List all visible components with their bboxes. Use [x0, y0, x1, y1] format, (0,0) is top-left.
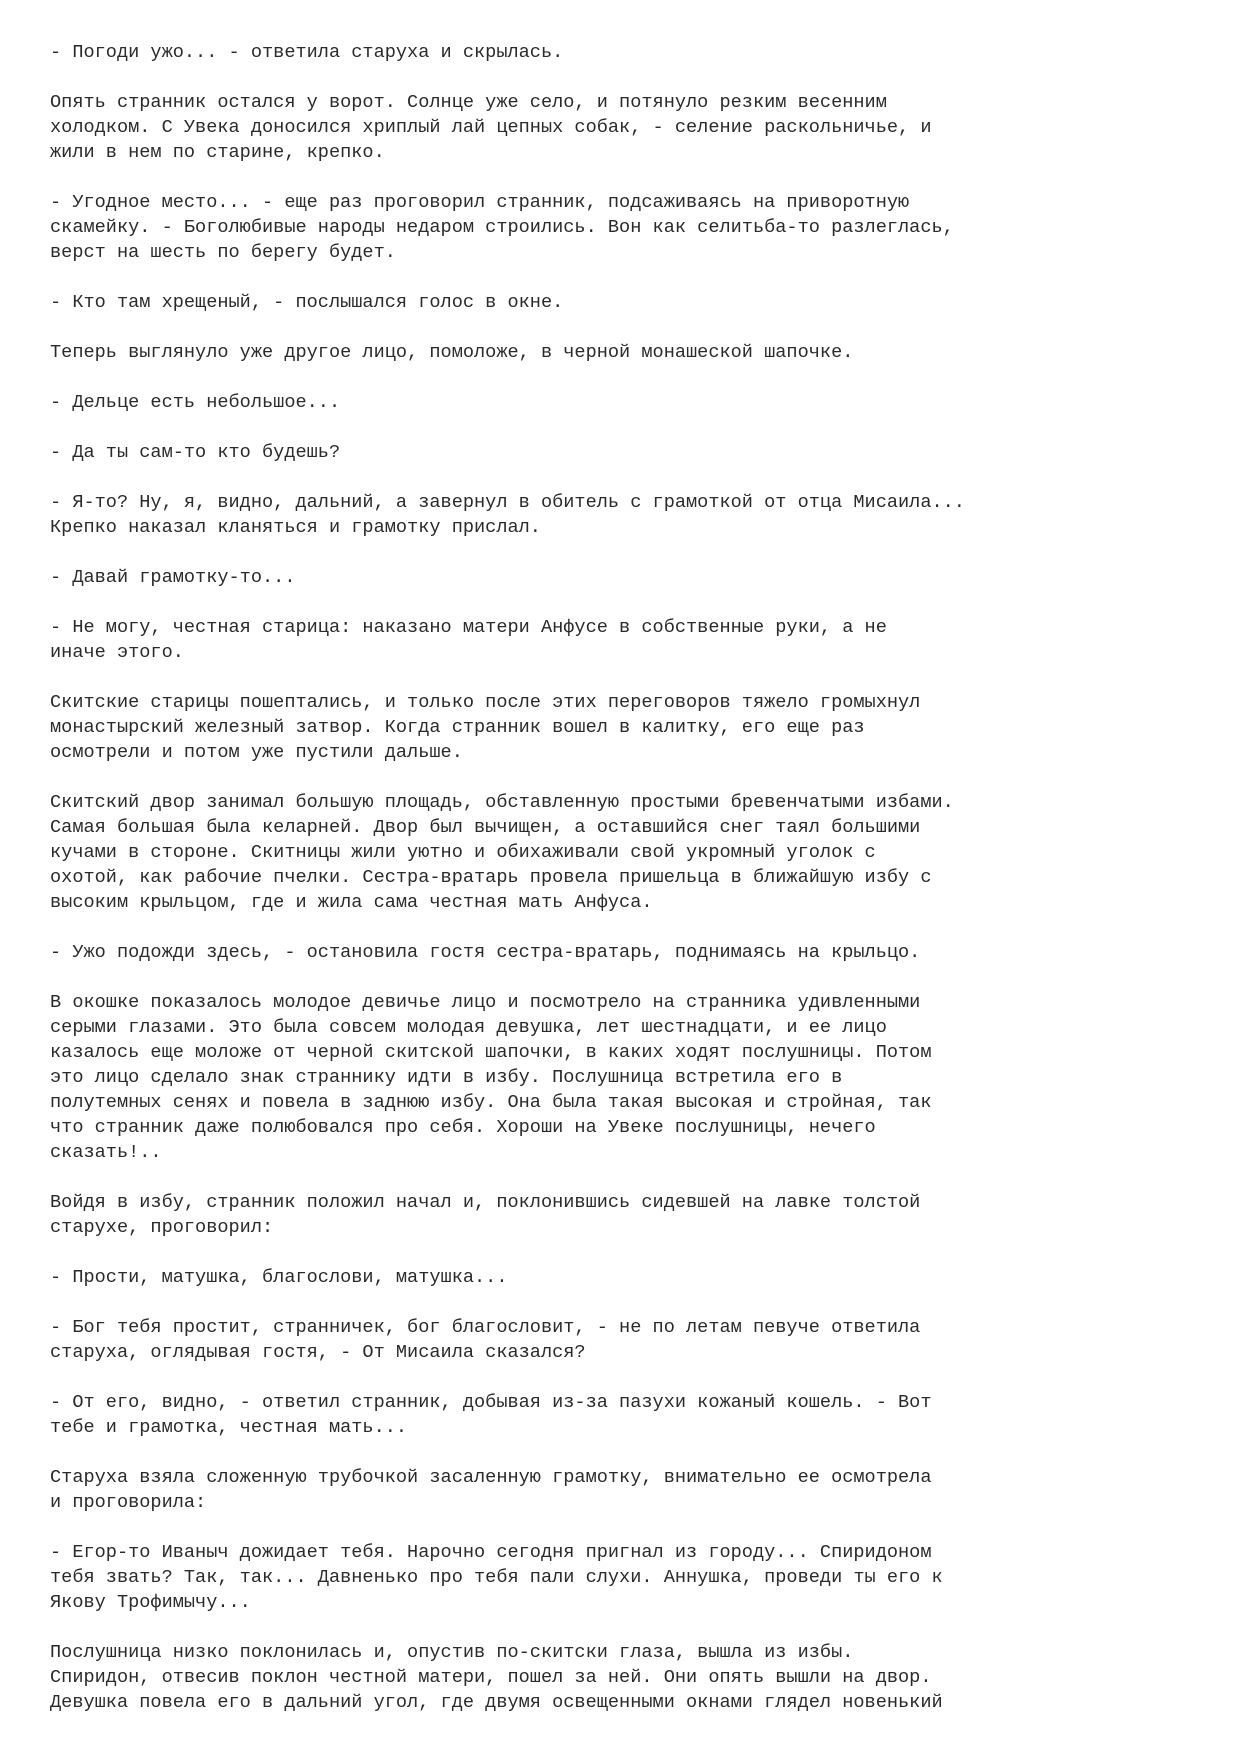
paragraph: Послушница низко поклонилась и, опустив по-скитски глаза, вышла из избы. Спиридон, отвесив поклон честной матери, пошел за ней. Они опять вышли на двор. Девушка повела его в дальний угол, где двумя освещенными окнами глядел новенький: [50, 1642, 943, 1713]
paragraph: - Ужо подожди здесь, - остановила гостя сестра-вратарь, поднимаясь на крыльцо.: [50, 942, 921, 963]
document-page: [50, 40, 1190, 1740]
paragraph: - Прости, матушка, благослови, матушка...: [50, 1267, 508, 1288]
paragraph: - Угодное место... - еще раз проговорил странник, подсаживаясь на приворотную скамейку. - Боголюбивые народы недаром строились. Вон как селитьба-то разлеглась, верст на шесть по берегу будет.: [50, 192, 954, 263]
paragraph: - Да ты сам-то кто будешь?: [50, 442, 341, 463]
paragraph: - Бог тебя простит, странничек, бог благословит, - не по летам певуче ответила старуха, оглядывая гостя, - От Мисаила сказался?: [50, 1317, 921, 1363]
paragraph: - Погоди ужо... - ответила старуха и скрылась.: [50, 42, 564, 63]
paragraph: Опять странник остался у ворот. Солнце уже село, и потянуло резким весенним холодком. С Увека доносился хриплый лай цепных собак, - селение раскольничье, и жили в нем по старине, крепко.: [50, 92, 932, 163]
paragraph: - Давай грамотку-то...: [50, 567, 296, 588]
paragraph: - От его, видно, - ответил странник, добывая из-за пазухи кожаный кошель. - Вот тебе и грамотка, честная мать...: [50, 1392, 932, 1438]
paragraph: - Я-то? Ну, я, видно, дальний, а завернул в обитель с грамоткой от отца Мисаила... Крепко наказал кланяться и грамотку прислал.: [50, 492, 965, 538]
paragraph: Теперь выглянуло уже другое лицо, помоложе, в черной монашеской шапочке.: [50, 342, 854, 363]
paragraph: В окошке показалось молодое девичье лицо и посмотрело на странника удивленными серыми глазами. Это была совсем молодая девушка, лет шестнадцати, и ее лицо казалось еще моложе от черной скитской шапочки, в каких ходят послушницы. Потом это лицо сделало знак страннику идти в избу. Послушница встретила его в полутемных сенях и повела в заднюю избу. Она была такая высокая и стройная, так что странник даже полюбовался про себя. Хороши на Увеке послушницы, нечего сказать!..: [50, 992, 932, 1163]
paragraph: Скитский двор занимал большую площадь, обставленную простыми бревенчатыми избами. Самая большая была келарней. Двор был вычищен, а оставшийся снег таял большими кучами в стороне. Скитницы жили уютно и обихаживали свой укромный уголок с охотой, как рабочие пчелки. Сестра-вратарь провела пришельца в ближайшую избу с высоким крыльцом, где и жила сама честная мать Анфуса.: [50, 792, 954, 913]
paragraph: - Дельце есть небольшое...: [50, 392, 341, 413]
paragraph: - Егор-то Иваныч дожидает тебя. Нарочно сегодня пригнал из городу... Спиридоном тебя звать? Так, так... Давненько про тебя пали слухи. Аннушка, проведи ты его к Якову Трофимычу...: [50, 1542, 943, 1613]
paragraph: - Не могу, честная старица: наказано матери Анфусе в собственные руки, а не иначе этого.: [50, 617, 887, 663]
paragraph: - Кто там хрещеный, - послышался голос в окне.: [50, 292, 564, 313]
paragraph: Войдя в избу, странник положил начал и, поклонившись сидевшей на лавке толстой старухе, проговорил:: [50, 1192, 921, 1238]
paragraph: Скитские старицы пошептались, и только после этих переговоров тяжело громыхнул монастырский железный затвор. Когда странник вошел в калитку, его еще раз осмотрели и потом уже пустили дальше.: [50, 692, 921, 763]
paragraph: Старуха взяла сложенную трубочкой засаленную грамотку, внимательно ее осмотрела и проговорила:: [50, 1467, 932, 1513]
